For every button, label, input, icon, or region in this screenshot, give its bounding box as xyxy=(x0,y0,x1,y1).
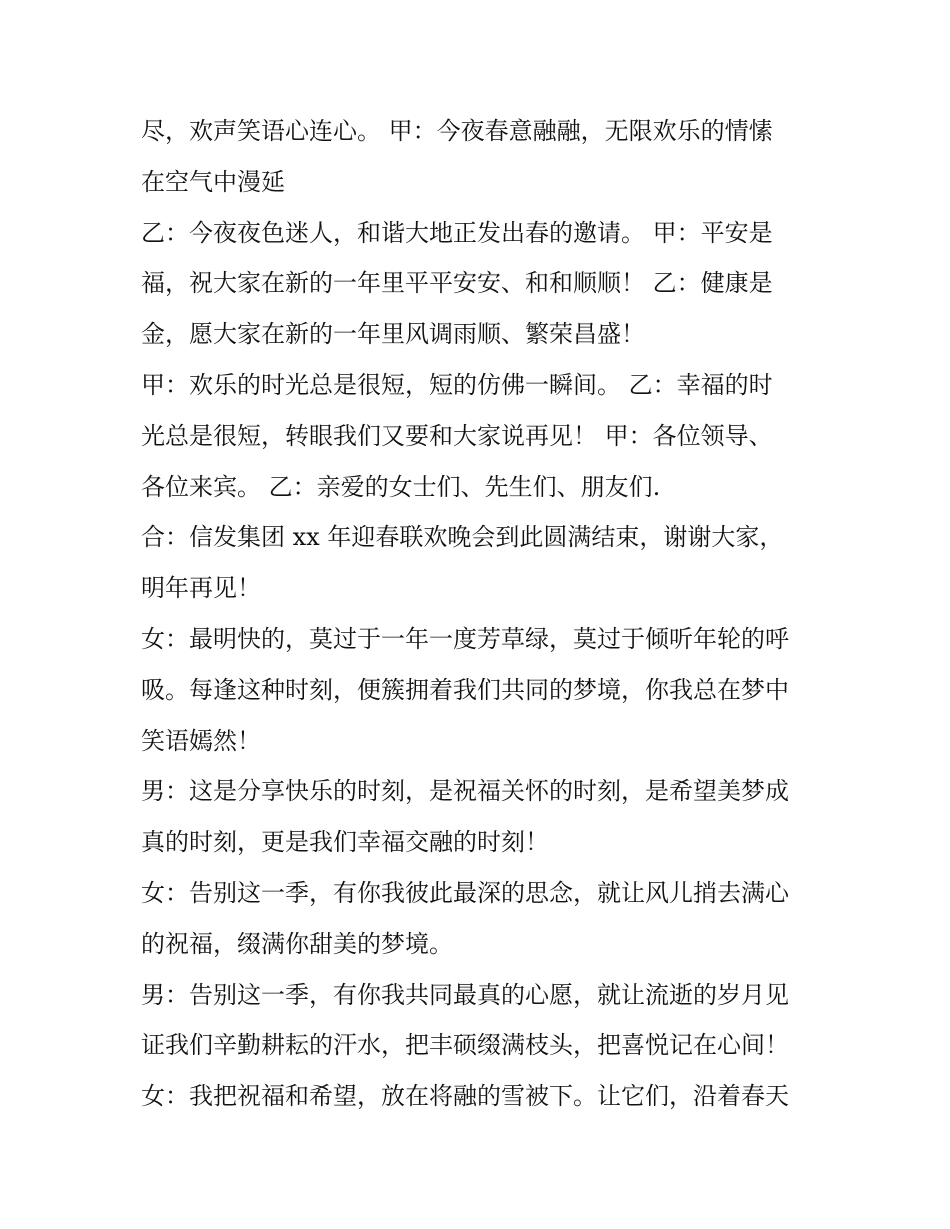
text-line: 吸。每逢这种时刻，便簇拥着我们共同的梦境，你我总在梦中 xyxy=(141,675,789,704)
text-line: 各位来宾。 乙：亲爱的女士们、先生们、朋友们. xyxy=(141,472,661,501)
text-line: 甲：欢乐的时光总是很短，短的仿佛一瞬间。 乙：幸福的时 xyxy=(141,370,773,399)
text-line: 金，愿大家在新的一年里风调雨顺、繁荣昌盛！ xyxy=(141,320,645,349)
text-line: 证我们辛勤耕耘的汗水，把丰硕缀满枝头，把喜悦记在心间！ xyxy=(141,1031,789,1060)
text-line: 男：告别这一季，有你我共同最真的心愿，就让流逝的岁月见 xyxy=(141,980,789,1009)
text-line: 女：告别这一季，有你我彼此最深的思念，就让风儿捎去满心 xyxy=(141,878,789,907)
text-line: 的祝福，缀满你甜美的梦境。 xyxy=(141,929,453,958)
text-line: 在空气中漫延 xyxy=(141,167,285,196)
text-line: 真的时刻，更是我们幸福交融的时刻！ xyxy=(141,828,549,857)
text-line: 女：最明快的，莫过于一年一度芳草绿，莫过于倾听年轮的呼 xyxy=(141,624,789,653)
text-line: 明年再见！ xyxy=(141,574,261,603)
text-line: 合：信发集团 xx 年迎春联欢晚会到此圆满结束，谢谢大家， xyxy=(141,523,784,552)
text-line: 男：这是分享快乐的时刻，是祝福关怀的时刻，是希望美梦成 xyxy=(141,777,789,806)
text-line: 乙：今夜夜色迷人，和谐大地正发出春的邀请。 甲：平安是 xyxy=(141,218,773,247)
text-line: 尽，欢声笑语心连心。 甲：今夜春意融融，无限欢乐的情愫 xyxy=(141,117,773,145)
text-line: 女：我把祝福和希望，放在将融的雪被下。让它们，沿着春天 xyxy=(141,1082,789,1111)
document-text-body xyxy=(141,106,821,1122)
text-line: 光总是很短，转眼我们又要和大家说再见！ 甲：各位领导、 xyxy=(141,421,773,450)
text-line: 福，祝大家在新的一年里平平安安、和和顺顺！ 乙：健康是 xyxy=(141,269,773,298)
text-line: 笑语嫣然！ xyxy=(141,726,261,755)
